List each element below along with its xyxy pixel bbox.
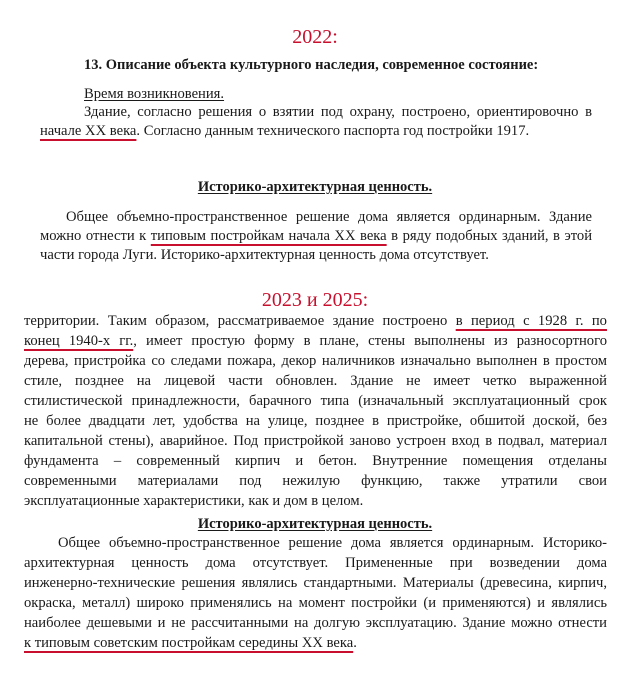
subheading-text: Время возникновения. xyxy=(84,86,225,102)
paragraph-line: наиболее дешевыми и не рассчитанными на долгую эксплуатацию. Здание можно отнести xyxy=(24,615,607,631)
paragraph-line: эксплуатационные характеристики, как и дом в целом. xyxy=(24,493,364,509)
paragraph-line xyxy=(40,226,592,246)
paragraph-line: капитальной стены), аварийное. Под пристройкой заново устроен вход в подвал, материал xyxy=(24,433,607,449)
text-span: в ряду подобных зданий, в этой xyxy=(386,228,592,244)
paragraph-line: Здание, согласно решения о взятии под охрану, построено, ориентировочно в xyxy=(84,104,592,120)
subheading-time-of-origin xyxy=(84,84,224,104)
text-span: территории. Таким образом, рассматриваемое здание построено xyxy=(24,313,456,329)
paragraph-line: архитектурная ценность дома отсутствует. Примененные при возведении дома xyxy=(24,555,607,571)
paragraph-line: окраска, металл) широко применялись на момент постройки (и применяются) и являлись xyxy=(24,595,607,611)
value-title-text: Историко-архитектурная ценность. xyxy=(197,516,433,532)
paragraph-line: не более двадцати лет, удобства на улице, позднее в пристройке, обшитой доской, без xyxy=(24,413,607,429)
year-label-2022: 2022: xyxy=(292,26,338,48)
paragraph-line: части города Луги. Историко-архитектурная ценность дома отсутствует. xyxy=(40,247,489,263)
value-title-2022 xyxy=(0,178,630,196)
section-heading: 13. Описание объекта культурного наследия, современное состояние: xyxy=(84,57,539,73)
paragraph-line: стилистической принадлежности, барачного типа (изначальный эксплуатационный срок xyxy=(24,393,607,409)
paragraph-line xyxy=(24,331,607,351)
text-span: можно отнести к xyxy=(40,228,151,244)
paragraph-line: Общее объемно-пространственное решение дома является ординарным. Историко- xyxy=(58,535,607,551)
value-title-text: Историко-архитектурная ценность. xyxy=(197,179,433,195)
paragraph-line xyxy=(40,121,592,141)
year-label-2023-2025: 2023 и 2025: xyxy=(261,289,369,311)
paragraph-line: фундамента – современный кирпич и бетон. Внутренние помещения отделаны xyxy=(24,453,607,469)
paragraph-line: инженерно-технические решения являлись стандартными. Материалы (древесина, кирпич, xyxy=(24,575,607,591)
highlight-early-20th-century: начале XX века xyxy=(40,123,137,139)
paragraph-line: современными материалами под нежилую функцию, также утратили свои xyxy=(24,473,607,489)
value-title-2023-2025 xyxy=(0,515,630,533)
highlight-end-1940s: конец 1940-х гг. xyxy=(24,333,134,349)
text-span: . Согласно данным технического паспорта год постройки 1917. xyxy=(136,123,530,139)
text-span: , имеет простую форму в плане, стены выполнены из разносортного xyxy=(133,333,608,349)
paragraph-line xyxy=(24,633,607,653)
paragraph-line: стиле, позднее на лицевой части обновлен. Здание не имеет четко выраженной xyxy=(24,373,607,389)
paragraph-line: дерева, пристройка со следами пожара, декор наличников изначально выполнен в простом xyxy=(24,353,607,369)
paragraph-line: Общее объемно-пространственное решение дома является ординарным. Здание xyxy=(66,209,592,225)
text-span: . xyxy=(353,635,357,651)
paragraph-line xyxy=(24,311,607,331)
highlight-period-1928: в период с 1928 г. по xyxy=(455,313,607,329)
highlight-typical-soviet-mid-20th: к типовым советским постройкам середины XX века xyxy=(24,635,354,651)
highlight-typical-buildings-early-20th: типовым постройкам начала XX века xyxy=(150,228,387,244)
